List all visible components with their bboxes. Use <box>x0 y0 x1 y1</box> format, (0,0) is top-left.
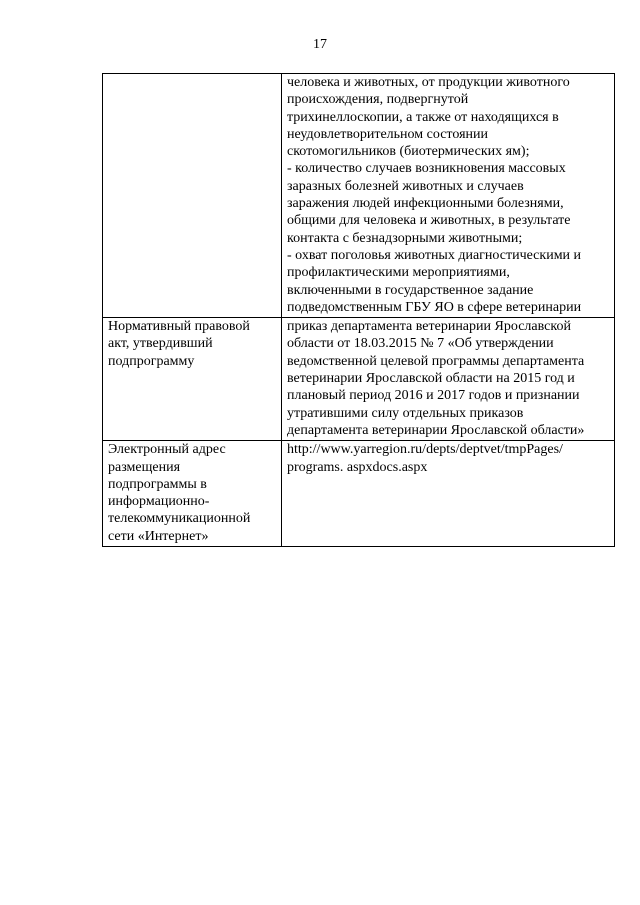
value-line: плановый период 2016 и 2017 годов и признании <box>287 388 580 404</box>
value-line: контакта с безнадзорными животными; <box>287 230 523 246</box>
value-line: - количество случаев возникновения массовых <box>287 161 566 177</box>
label-line: размещения <box>108 459 181 475</box>
value-line: приказ департамента ветеринарии Ярославской <box>287 319 571 335</box>
value-line: происхождения, подвергнутой <box>287 92 469 108</box>
label-line: акт, утвердивший <box>108 336 213 352</box>
label-line: подпрограмму <box>108 353 195 369</box>
value-line: заражения людей инфекционными болезнями, <box>287 196 564 212</box>
value-line: заразных болезней животных и случаев <box>287 178 524 194</box>
value-line: утратившими силу отдельных приказов <box>287 405 524 421</box>
value-line: ветеринарии Ярославской области на 2015 год и <box>287 371 575 387</box>
label-line: телекоммуникационной <box>108 511 251 527</box>
value-line: области от 18.03.2015 № 7 «Об утверждении <box>287 336 554 352</box>
value-line: подведомственным ГБУ ЯО в сфере ветеринарии <box>287 299 582 315</box>
row-label-cell <box>103 318 282 441</box>
value-line: человека и животных, от продукции животного <box>287 75 570 90</box>
table-row <box>103 318 615 441</box>
value-line: трихинеллоскопии, а также от находящихся в <box>287 109 559 125</box>
label-line: информационно- <box>108 494 210 510</box>
page-number: 17 <box>313 37 327 52</box>
value-line: общими для человека и животных, в результате <box>287 213 571 229</box>
row-label-cell <box>103 441 282 547</box>
value-line: http://www.yarregion.ru/depts/deptvet/tmpPages/ <box>287 442 563 458</box>
label-line: Электронный адрес <box>108 442 226 458</box>
value-line: programs. aspxdocs.aspx <box>287 459 428 475</box>
row-value-cell <box>282 318 615 441</box>
value-line: - охват поголовья животных диагностическими и <box>287 247 582 263</box>
value-line: ведомственной целевой программы департамента <box>287 353 585 369</box>
value-line: скотомогильников (биотермических ям); <box>287 144 530 160</box>
row-label-cell <box>103 74 282 318</box>
subprogram-passport-table <box>102 73 615 547</box>
value-line: департамента ветеринарии Ярославской области» <box>287 422 585 438</box>
label-line: подпрограммы в <box>108 476 207 492</box>
table-row <box>103 441 615 547</box>
row-value-cell <box>282 441 615 547</box>
row-value-cell <box>282 74 615 318</box>
label-line: Нормативный правовой <box>108 319 250 335</box>
value-line: включенными в государственное задание <box>287 282 534 298</box>
value-line: профилактическими мероприятиями, <box>287 265 510 281</box>
label-line: сети «Интернет» <box>108 528 209 544</box>
value-line: неудовлетворительном состоянии <box>287 126 488 142</box>
table-row <box>103 74 615 318</box>
